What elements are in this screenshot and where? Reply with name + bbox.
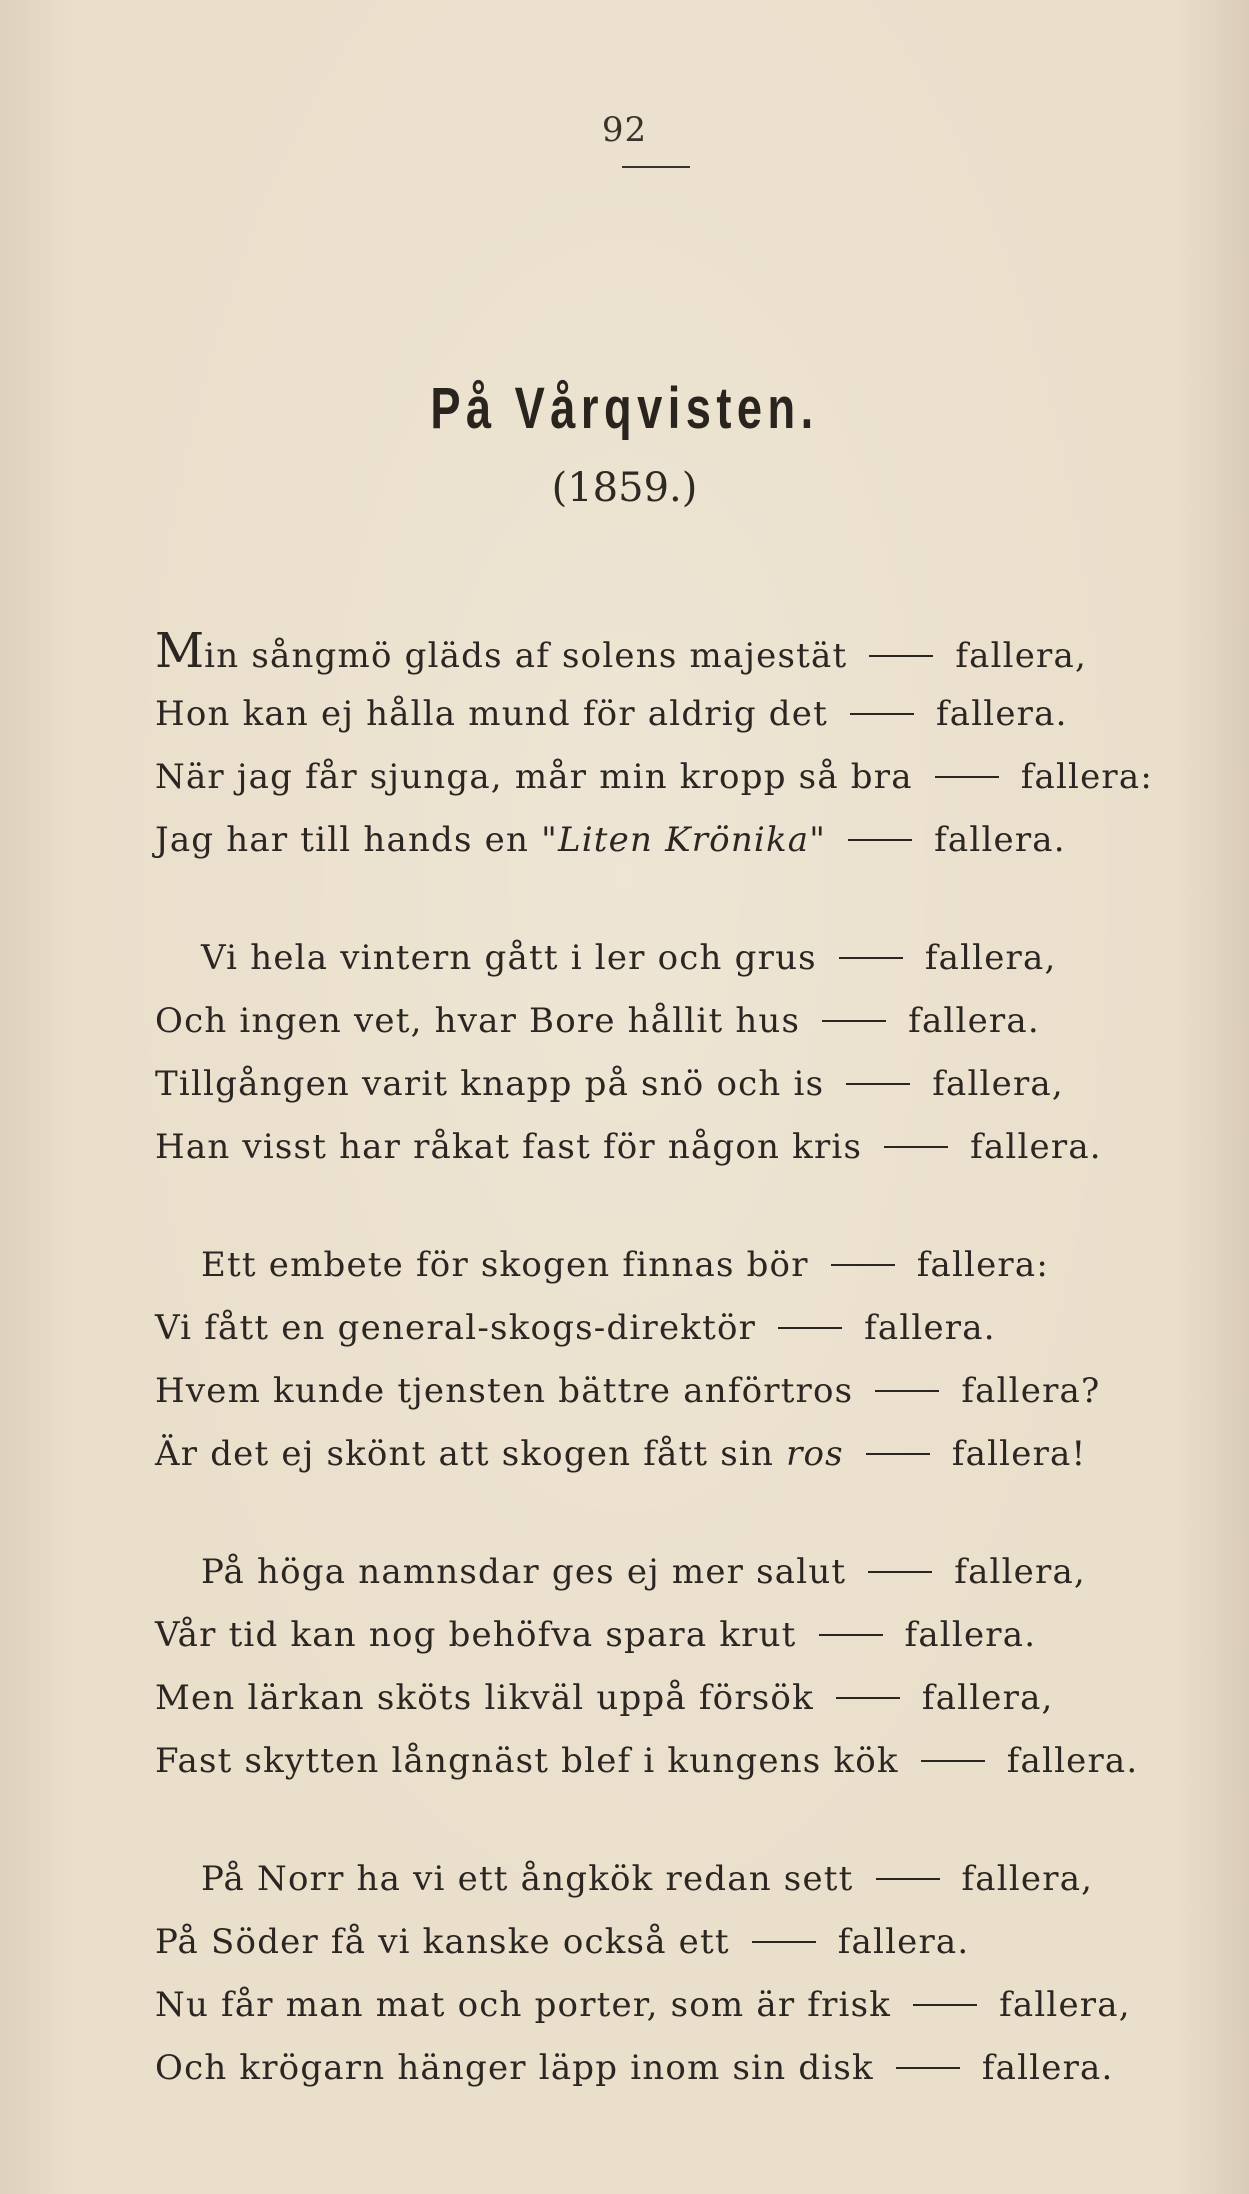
stanza — [155, 1541, 1139, 1793]
line-text: Tillgången varit knapp på snö och is — [155, 1064, 825, 1104]
em-dash — [848, 839, 912, 841]
poem-line — [155, 1667, 1115, 1730]
poem-line — [155, 990, 1115, 1053]
poem-line — [155, 809, 1115, 872]
refrain: fallera. — [970, 1127, 1102, 1167]
em-dash — [876, 1878, 940, 1880]
refrain: fallera. — [908, 1001, 1040, 1041]
em-dash — [921, 1760, 985, 1762]
italic-title: Liten Krönika — [557, 820, 810, 860]
line-text: Jag har till hands en " — [155, 820, 558, 860]
page-number: 92 — [601, 110, 648, 150]
em-dash — [752, 1941, 816, 1943]
poem-line — [155, 2037, 1115, 2100]
refrain: fallera. — [981, 2048, 1114, 2088]
refrain: fallera, — [924, 938, 1057, 978]
line-text: På Söder få vi kanske också ett — [155, 1922, 730, 1962]
stanza — [155, 1234, 1115, 1486]
em-dash — [875, 1390, 939, 1392]
refrain: fallera, — [932, 1064, 1064, 1104]
line-text: När jag får sjunga, mår min kropp så bra — [155, 757, 913, 797]
poem-title: På Vårqvisten. — [430, 376, 819, 441]
line-text: Är det ej skönt att skogen fått sin — [155, 1434, 787, 1474]
refrain: fallera: — [1020, 757, 1153, 797]
em-dash — [913, 2004, 977, 2006]
poem-line — [155, 683, 1115, 746]
refrain: fallera! — [951, 1434, 1087, 1474]
poem-line — [155, 1974, 1131, 2037]
poem-line — [155, 1848, 1115, 1911]
em-dash — [935, 776, 999, 778]
line-text: Men lärkan sköts likväl uppå försök — [155, 1678, 814, 1718]
line-text: Vi hela vintern gått i ler och grus — [201, 938, 817, 978]
poem-line — [155, 1053, 1115, 1116]
refrain: fallera: — [916, 1245, 1049, 1285]
em-dash — [839, 957, 903, 959]
line-text: Hon kan ej hålla mund för aldrig det — [155, 694, 828, 734]
em-dash — [819, 1634, 883, 1636]
poem-line — [155, 927, 1115, 990]
refrain: fallera, — [954, 1552, 1086, 1592]
em-dash — [822, 1020, 886, 1022]
line-text: Hvem kunde tjensten bättre anförtros — [155, 1371, 854, 1411]
poem-year: (1859.) — [551, 465, 698, 511]
refrain: fallera, — [999, 1985, 1131, 2025]
stanza — [155, 927, 1115, 1179]
em-dash — [884, 1146, 948, 1148]
poem-line — [155, 1911, 1115, 1974]
refrain: fallera. — [935, 694, 1068, 734]
poem-line — [155, 1360, 1115, 1423]
poem-line — [155, 620, 1115, 683]
stanza — [155, 620, 1153, 872]
em-dash — [836, 1697, 900, 1699]
line-text: Fast skytten långnäst blef i kungens kök — [155, 1741, 899, 1781]
refrain: fallera? — [961, 1371, 1101, 1411]
drop-cap: M — [155, 623, 205, 679]
poem-line — [155, 1297, 1115, 1360]
line-text: På höga namnsdar ges ej mer salut — [201, 1552, 847, 1592]
poem-body — [155, 620, 1153, 2155]
em-dash — [846, 1083, 910, 1085]
line-text: Ett embete för skogen finnas bör — [201, 1245, 809, 1285]
refrain: fallera. — [1006, 1741, 1139, 1781]
line-text: in sångmö gläds af solens majestät — [204, 636, 848, 676]
em-dash — [850, 713, 914, 715]
refrain: fallera. — [904, 1615, 1037, 1655]
poem-line — [155, 1730, 1139, 1793]
poem-line — [155, 1541, 1115, 1604]
line-text: Vår tid kan nog behöfva spara krut — [155, 1615, 797, 1655]
refrain: fallera. — [837, 1922, 970, 1962]
refrain: fallera, — [921, 1678, 1054, 1718]
poem-line — [155, 746, 1153, 809]
line-text: " — [809, 820, 827, 860]
line-text: Nu får man mat och porter, som är frisk — [155, 1985, 892, 2025]
em-dash — [896, 2067, 960, 2069]
page-number-rule — [622, 166, 690, 168]
poem-line — [155, 1116, 1115, 1179]
line-text: Och ingen vet, hvar Bore hållit hus — [155, 1001, 801, 1041]
em-dash — [868, 1571, 932, 1573]
line-text: Och krögarn hänger läpp inom sin disk — [155, 2048, 874, 2088]
em-dash — [778, 1327, 842, 1329]
poem-line — [155, 1234, 1115, 1297]
line-text: Han visst har råkat fast för någon kris — [155, 1127, 863, 1167]
refrain: fallera, — [955, 636, 1087, 676]
poem-line — [155, 1604, 1115, 1667]
italic-word: ros — [786, 1434, 844, 1474]
poem-line — [155, 1423, 1115, 1486]
refrain: fallera. — [934, 820, 1066, 860]
em-dash — [831, 1264, 895, 1266]
stanza — [155, 1848, 1131, 2100]
em-dash — [866, 1453, 930, 1455]
refrain: fallera. — [864, 1308, 996, 1348]
line-text: På Norr ha vi ett ångkök redan sett — [201, 1859, 854, 1899]
line-text: Vi fått en general-skogs-direktör — [155, 1308, 757, 1348]
em-dash — [869, 655, 933, 657]
refrain: fallera, — [961, 1859, 1094, 1899]
